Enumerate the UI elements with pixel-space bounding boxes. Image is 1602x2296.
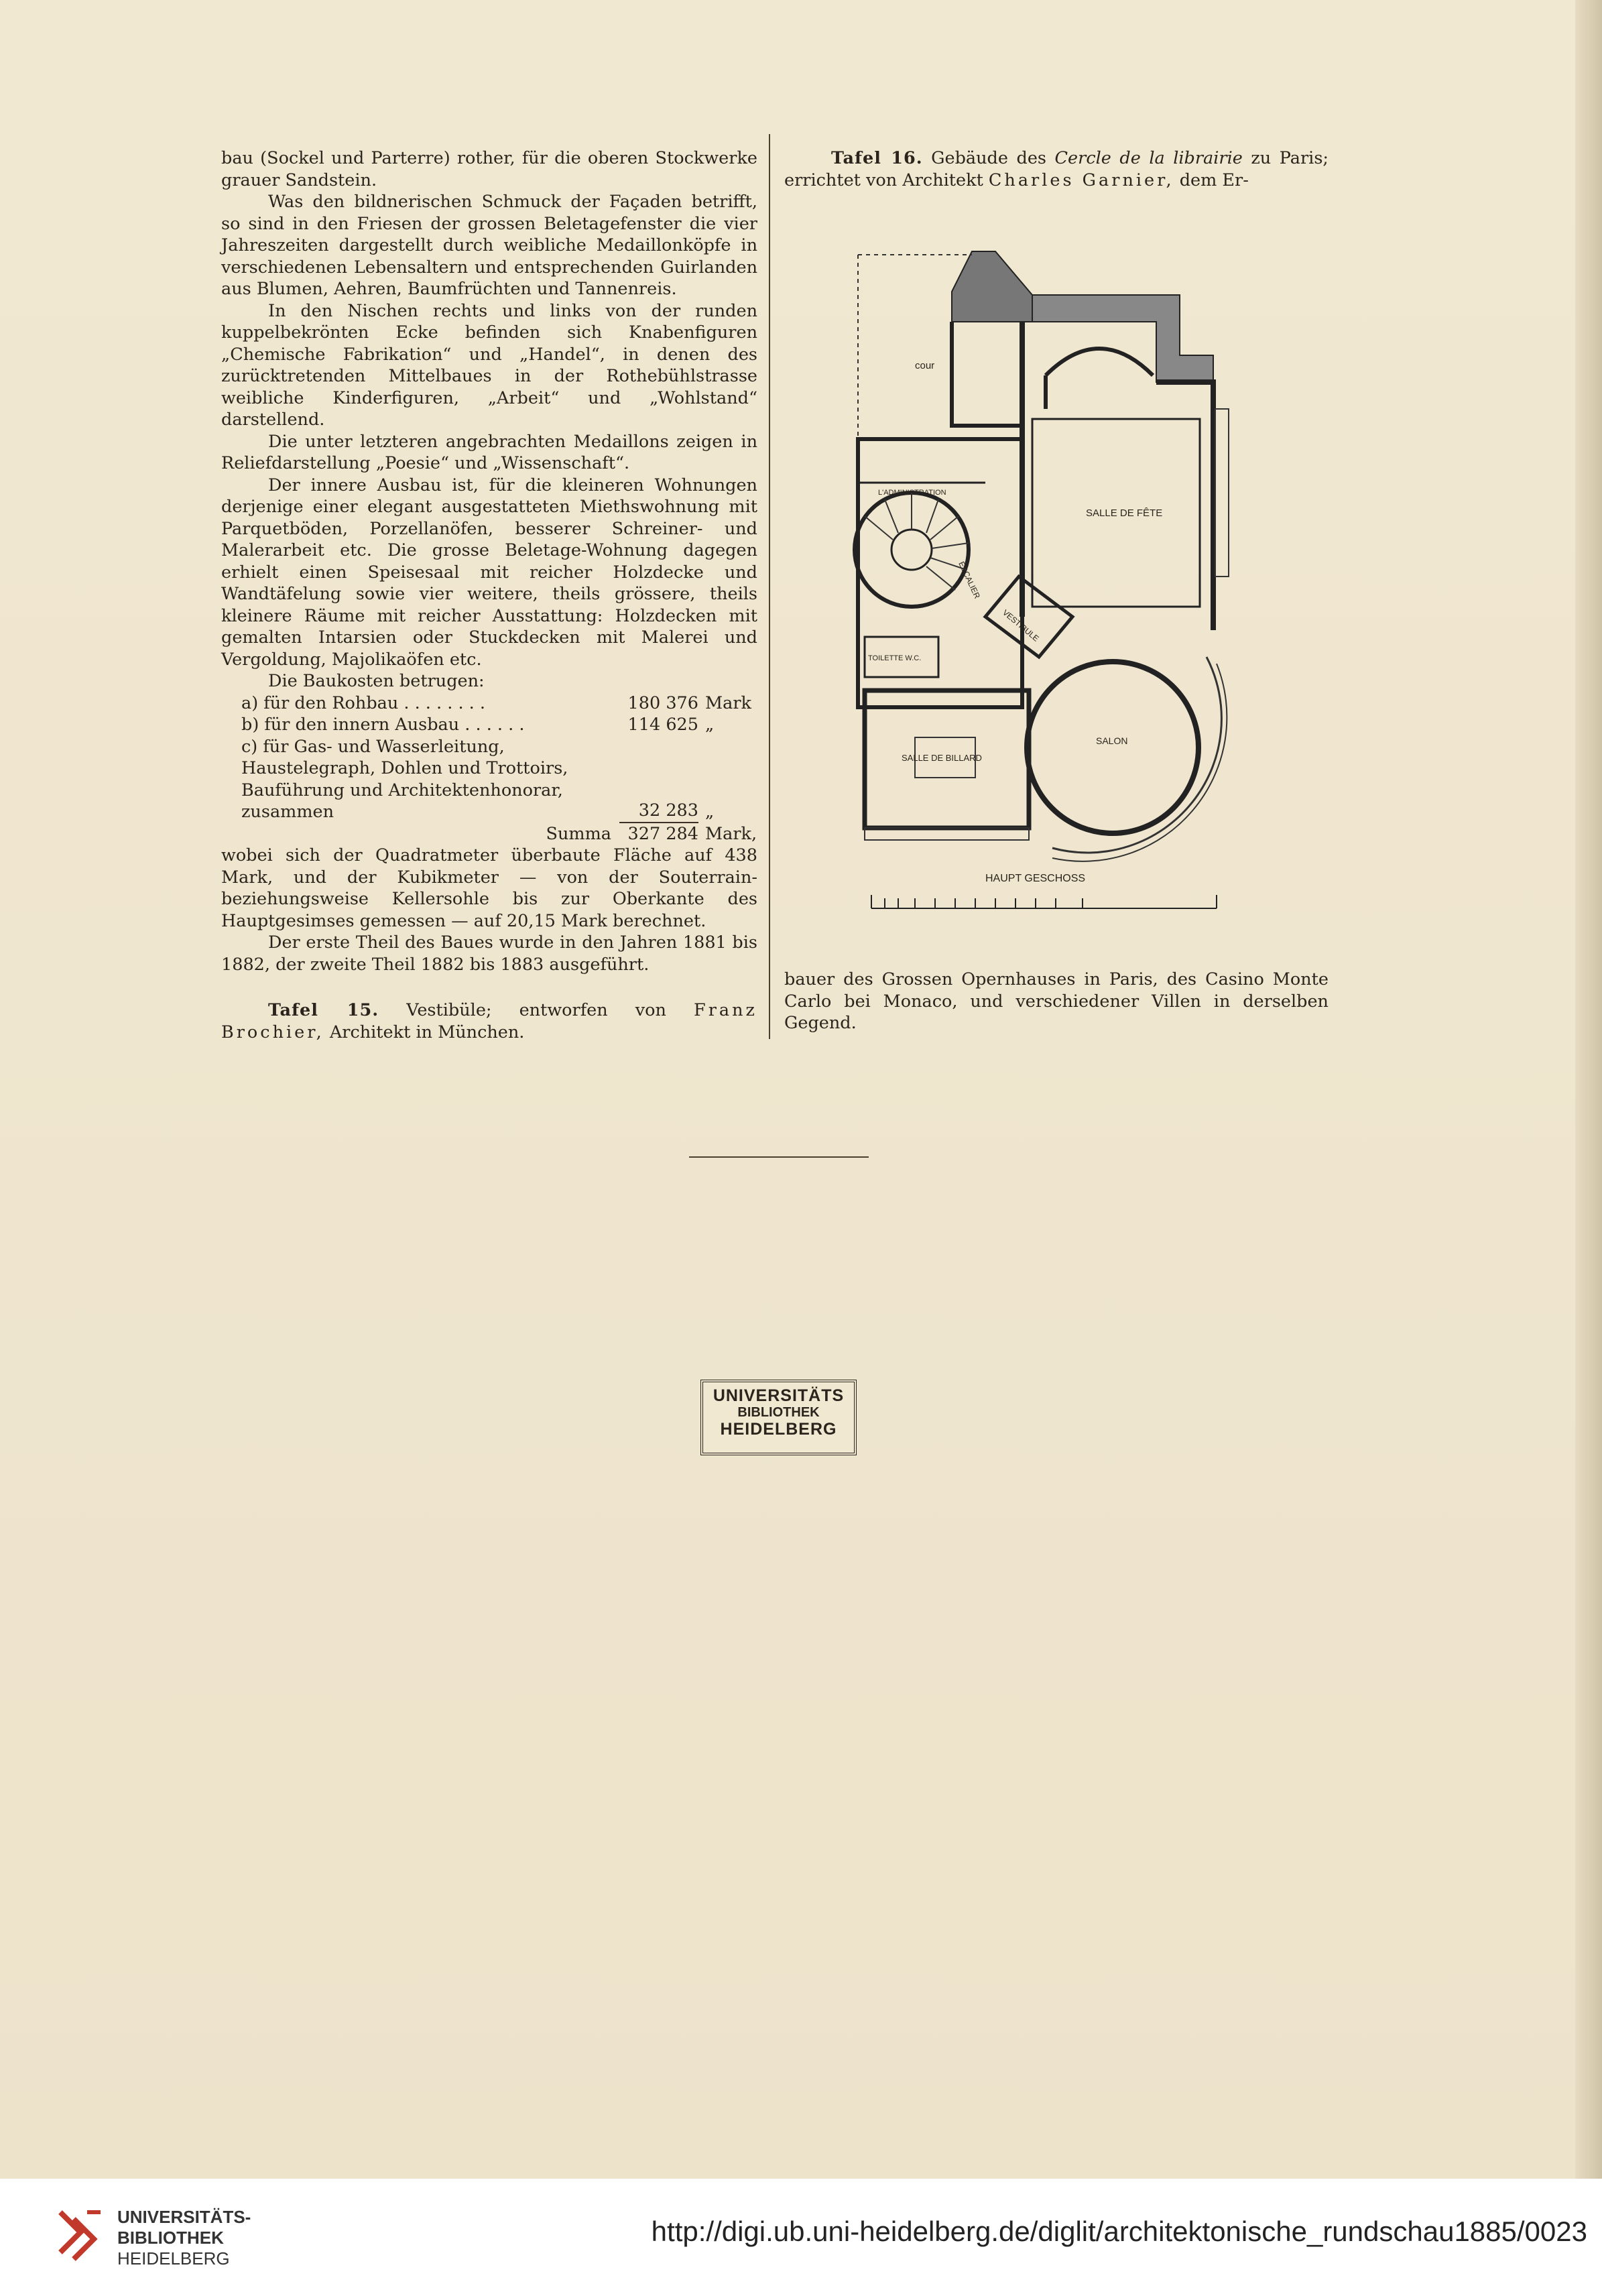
costs-intro: Die Baukosten betrugen: bbox=[268, 671, 485, 691]
paragraph: Der innere Ausbau ist, für die kleineren Wohnungen derjenige einer elegant ausgestatteten Miethswohnung mit Parquetböden, Porzellanöfen, besserer Schreiner- und Malerarbeit etc. Die grosse Beletage-Wohnung dagegen erhielt einen Speisesaal mit reicher Holzdecke und Wandtäfelung sowie vier weitere, theils grössere, theils kleinere Räume mit reicher Ausstattung: Holzdecken mit gemalten Intarsien oder Stuckdecken mit Malerei und Vergoldung, Majolikaöfen etc. bbox=[221, 475, 757, 670]
tafel16-text: Gebäude des bbox=[931, 148, 1046, 168]
cost-label: a) für den Rohbau . . . . . . . . bbox=[241, 692, 485, 713]
plan-label: TOILETTE W.C. bbox=[868, 654, 922, 662]
cost-unit: „ bbox=[705, 802, 715, 822]
architect-name: Charles Garnier, bbox=[988, 170, 1174, 190]
cost-label: b) für den innern Ausbau . . . . . . bbox=[241, 715, 525, 735]
tafel15-label: Tafel 15. bbox=[268, 1000, 379, 1020]
right-text-column-top bbox=[784, 147, 1329, 191]
permalink-url[interactable]: http://digi.ub.uni-heidelberg.de/diglit/architektonische_rundschau1885/0023 bbox=[651, 2216, 1587, 2247]
cost-table bbox=[221, 692, 757, 845]
tafel16-label: Tafel 16. bbox=[831, 148, 923, 168]
plan-label: SALLE DE FÊTE bbox=[1086, 507, 1163, 519]
paragraph: Die unter letzteren angebrachten Medaillons zeigen in Reliefdarstellung „Poesie“ und „Wissenschaft“. bbox=[221, 431, 757, 473]
tafel15-text: Vestibüle; entworfen von bbox=[406, 1000, 666, 1020]
cost-value: 114 625 bbox=[627, 715, 698, 735]
cost-value: 32 283 bbox=[619, 800, 698, 823]
cost-row bbox=[241, 692, 757, 715]
cost-unit: Mark bbox=[705, 692, 751, 713]
neighbour-wall bbox=[1032, 295, 1213, 382]
paragraph: Der erste Theil des Baues wurde in den Jahren 1881 bis 1882, der zweite Theil 1882 bis 1883 ausgeführt. bbox=[221, 932, 757, 975]
footer-line: BIBLIOTHEK bbox=[117, 2228, 224, 2248]
library-stamp bbox=[700, 1380, 857, 1455]
tafel15-text: Architekt in München. bbox=[329, 1022, 525, 1042]
paragraph: Was den bildnerischen Schmuck der Façaden betrifft, so sind in den Friesen der grossen Beletagefenster die vier Jahreszeiten dargestellt durch weibliche Medaillonköpfe in verschiedenen Lebensaltern und entsprechenden Guirlanden aus Blumen, Aehren, Baumfrüchten und Tannenreis. bbox=[221, 192, 757, 299]
floor-plan-figure bbox=[851, 241, 1260, 918]
cost-row bbox=[241, 736, 757, 823]
plan-label: cour bbox=[915, 360, 935, 371]
cost-label: c) für Gas- und Wasserleitung, Haustelegraph, Dohlen und Trottoirs, Bauführung und Architektenhonorar, zusammen bbox=[241, 736, 568, 822]
stair-treads bbox=[865, 493, 969, 590]
footer-line: UNIVERSITÄTS- bbox=[117, 2207, 251, 2227]
summa-label: Summa bbox=[546, 823, 611, 844]
balcony bbox=[1215, 409, 1229, 577]
plan-arch bbox=[1046, 349, 1153, 375]
summa-value: 327 284 bbox=[627, 823, 698, 844]
stair-core bbox=[891, 530, 932, 570]
plan-label: SALLE DE BILLARD bbox=[902, 753, 982, 763]
digitization-footer bbox=[0, 2179, 1602, 2296]
paragraph: wobei sich der Quadratmeter überbaute Fläche auf 438 Mark, und der Kubikmeter — von der Souterrain- beziehungsweise Kellersohle bis zur Oberkante des Hauptgesimses gemessen — auf 20,15 Mark berechnet. bbox=[221, 845, 757, 931]
column-divider bbox=[769, 134, 770, 1039]
tafel16-text: dem Er- bbox=[1179, 170, 1249, 190]
plan-block bbox=[858, 439, 1022, 707]
plan-label: VESTIBULE bbox=[1001, 607, 1041, 644]
plan-wall bbox=[952, 322, 1022, 426]
paragraph: bau (Sockel und Parterre) rother, für die oberen Stockwerke grauer Sandstein. bbox=[221, 148, 757, 190]
university-library-logo-icon bbox=[54, 2206, 106, 2266]
tafel16-text: zu Paris; errichtet von Architekt bbox=[784, 148, 1329, 190]
salon-room bbox=[1027, 662, 1198, 833]
right-text-column-bottom bbox=[784, 969, 1329, 1034]
building-title: Cercle de la librairie bbox=[1054, 148, 1243, 168]
tafel16-caption bbox=[784, 147, 1329, 191]
tafel15-caption bbox=[221, 1000, 757, 1043]
cost-unit: „ bbox=[705, 715, 715, 735]
plan-label: L'ADMINISTRATION bbox=[878, 489, 946, 497]
stamp-line: HEIDELBERG bbox=[720, 1420, 837, 1439]
neighbour-wall bbox=[952, 251, 1032, 322]
plan-label: SALON bbox=[1096, 735, 1128, 746]
plan-caption: HAUPT GESCHOSS bbox=[985, 873, 1086, 884]
footer-institution bbox=[117, 2207, 251, 2269]
summa-row bbox=[241, 823, 757, 845]
architect-name: Franz Brochier, bbox=[221, 1000, 757, 1042]
summa-unit: Mark, bbox=[705, 823, 757, 844]
end-rule bbox=[689, 1156, 869, 1158]
footer-line: HEIDELBERG bbox=[117, 2248, 230, 2269]
stamp-line: BIBLIOTHEK bbox=[737, 1405, 820, 1420]
cost-row bbox=[241, 714, 757, 736]
paragraph: In den Nischen rechts und links von der runden kuppelbekrönten Ecke befinden sich Knabenfiguren „Chemische Fabrikation“ und „Handel“, in denen des zurücktretenden Mittelbaues in der Rothebühlstrasse weibliche Kinderfiguren, „Arbeit“ und „Wohlstand“ darstellend. bbox=[221, 300, 757, 430]
vestibule-room bbox=[985, 577, 1072, 657]
scale-bar bbox=[871, 895, 1217, 908]
page-binding-shadow bbox=[1575, 0, 1602, 2179]
plan-label: ESCALIER bbox=[957, 560, 983, 601]
left-text-column bbox=[221, 147, 757, 1043]
paragraph: bauer des Grossen Opernhauses in Paris, des Casino Monte Carlo bei Monaco, und verschiedener Villen in derselben Gegend. bbox=[784, 969, 1329, 1033]
stamp-line: UNIVERSITÄTS bbox=[713, 1386, 845, 1405]
cost-value: 180 376 bbox=[627, 692, 698, 713]
